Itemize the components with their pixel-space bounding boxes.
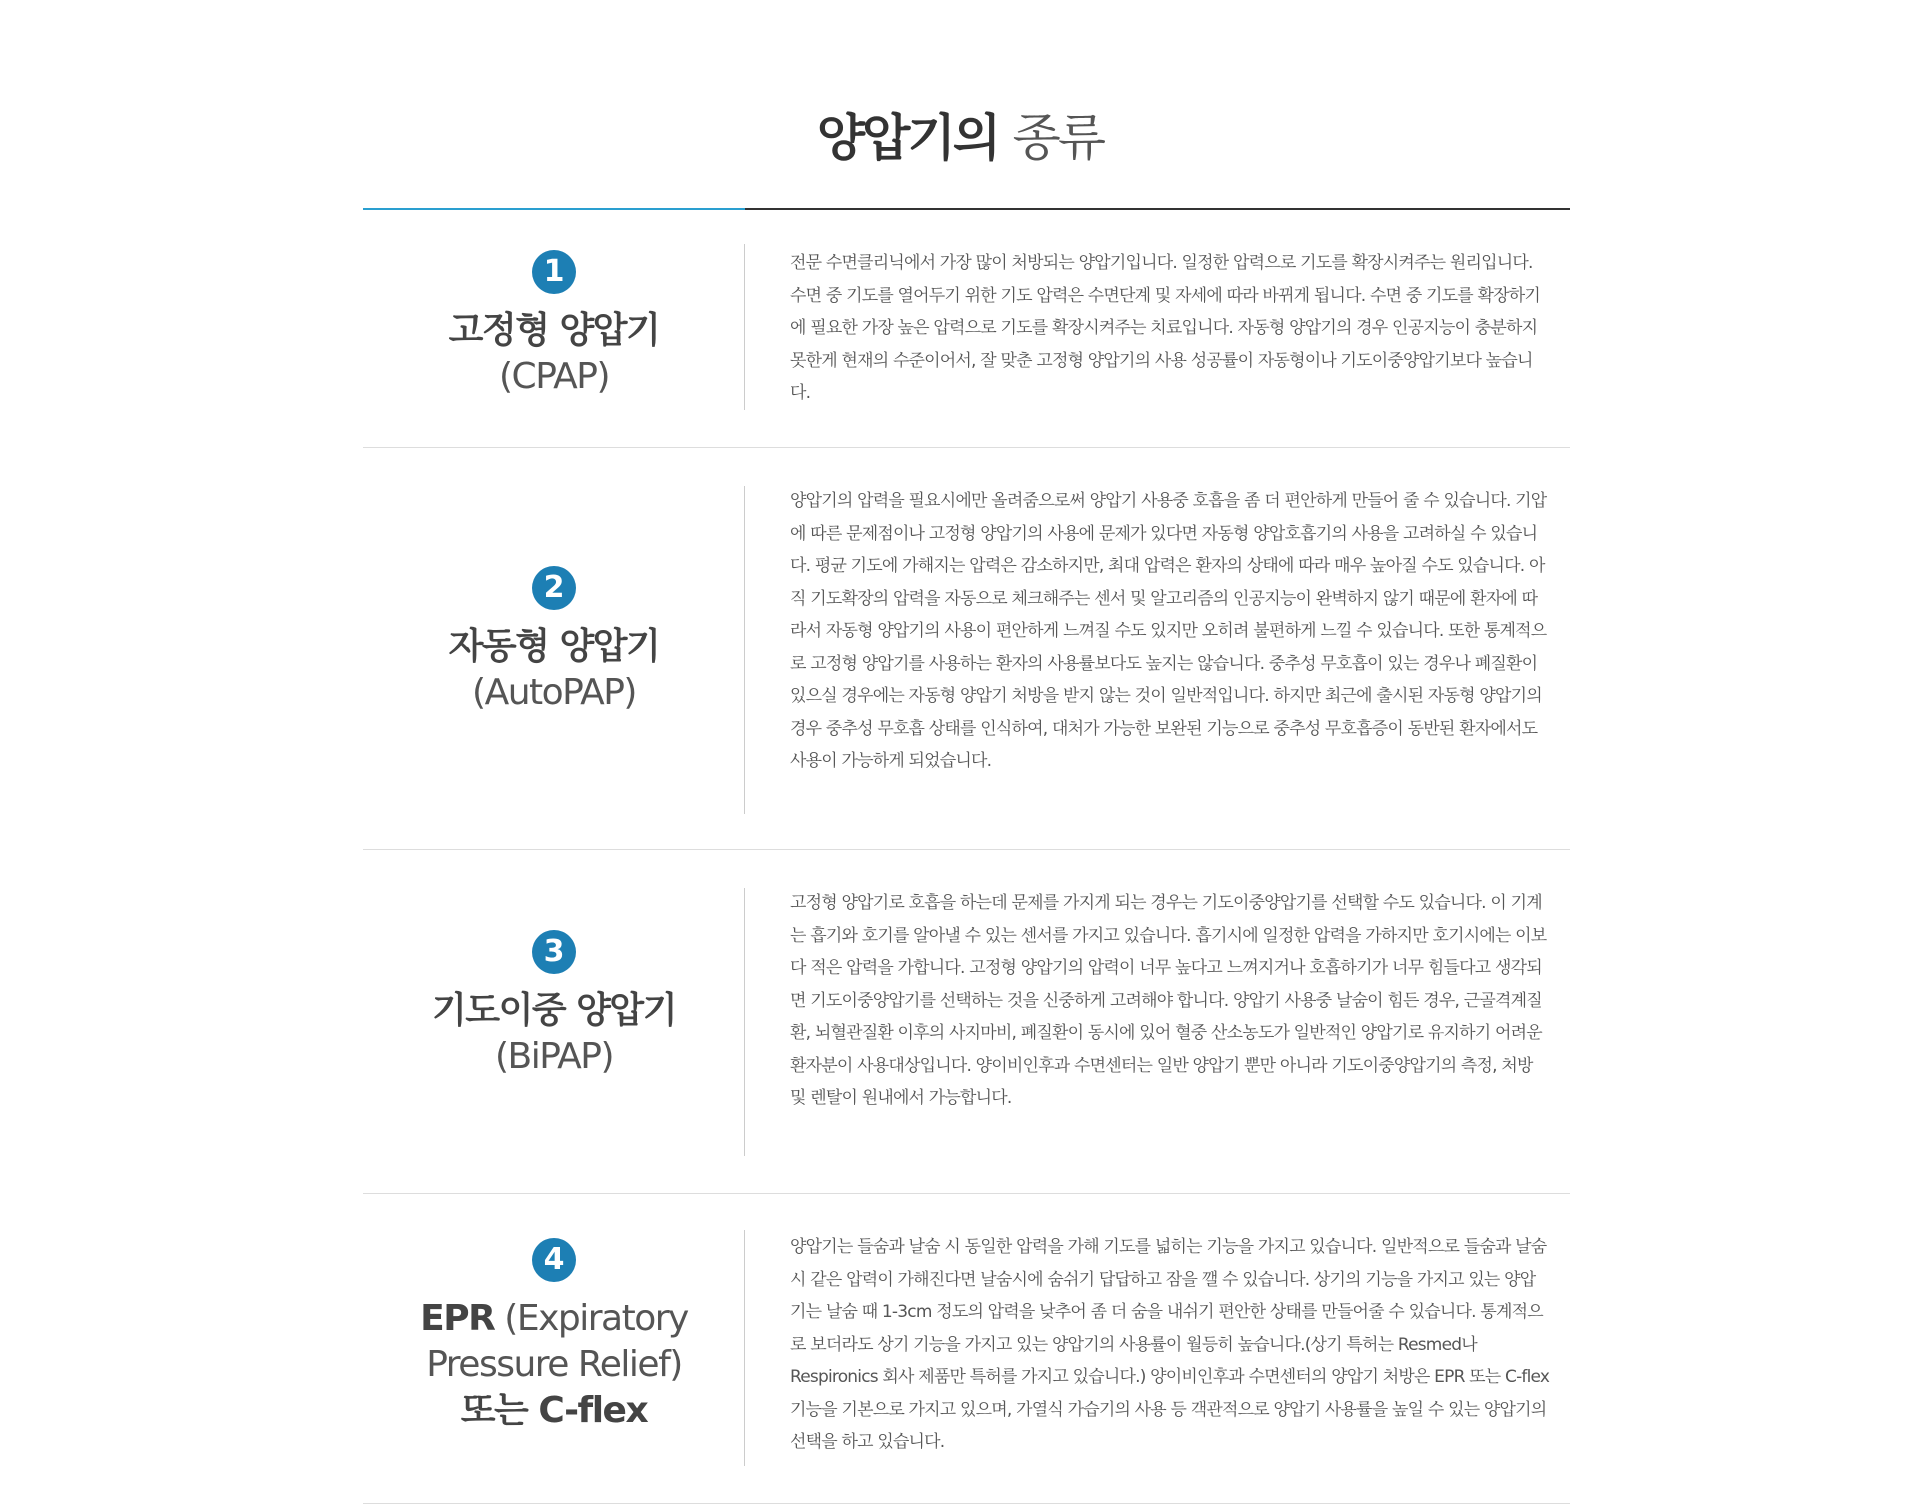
number-1-badge: 1	[532, 250, 576, 294]
section-description: 고정형 양압기로 호흡을 하는데 문제를 가지게 되는 경우는 기도이중양압기를 선택할 수도 있습니다. 이 기계는 흡기와 호기를 알아낼 수 있는 센서를 가지고 있습니다. 흡기시에 일정한 압력을 가하지만 호기시에는 이보다 적은 압력을 가합니다. 고정형 양압기의 압력이 너무 높다고 느껴지거나 호흡하기가 너무 힘들다고 생각되면 기도이중양압기를 선택하는 것을 신중하게 고려해야 합니다. 양압기 사용중 날숨이 힘든 경우, 근골격계질환, 뇌혈관질환 이후의 사지마비, 폐질환이 동시에 있어 혈중 산소농도가 일반적인 양압기로 유지하기 어려운 환자분이 사용대상입니다. 양이비인후과 수면센터는 일반 양압기 뿐만 아니라 기도이중양압기의 측정, 처방 및 렌탈이 원내에서 가능합니다.	[790, 893, 1547, 1108]
number-2-badge: 2	[532, 566, 576, 610]
section-bipap	[363, 850, 1570, 1194]
page-title-light: 종류	[1012, 109, 1104, 167]
type-name-pressure-relief: Pressure Relief)	[426, 1344, 682, 1385]
section-heading	[363, 566, 745, 716]
type-name-cflex: 또는 C-flex	[460, 1390, 648, 1431]
section-epr	[363, 1194, 1570, 1504]
type-name: 고정형 양압기	[448, 310, 660, 351]
section-description: 양압기는 들숨과 날숨 시 동일한 압력을 가해 기도를 넓히는 기능을 가지고 있습니다. 일반적으로 들숨과 날숨 시 같은 압력이 가해진다면 날숨시에 숨쉬기 답답하고 잠을 깰 수 있습니다. 상기의 기능을 가지고 있는 양압기는 날숨 때 1-3cm 정도의 압력을 낮추어 좀 더 숨을 내쉬기 편안한 상태를 만들어줄 수 있습니다. 통계적으로 보더라도 상기 기능을 가지고 있는 양압기의 사용률이 월등히 높습니다.(상기 특허는 Resmed나 Respironics 회사 제품만 특허를 가지고 있습니다.) 양이비인후과 수면센터의 양압기 처방은 EPR 또는 C-flex 기능을 기본으로 가지고 있으며, 가열식 가습기의 사용 등 객관적으로 양압기 사용률을 높일 수 있는 양압기의 선택을 하고 있습니다.	[790, 1237, 1550, 1452]
section-cpap	[363, 210, 1570, 448]
type-name-expiratory: (Expiratory	[504, 1298, 688, 1339]
section-heading	[363, 1238, 745, 1434]
type-abbr: (CPAP)	[499, 356, 609, 397]
section-description: 전문 수면클리닉에서 가장 많이 처방되는 양압기입니다. 일정한 압력으로 기도를 확장시켜주는 원리입니다. 수면 중 기도를 열어두기 위한 기도 압력은 수면단계 및 자세에 따라 바뀌게 됩니다. 수면 중 기도를 확장하기에 필요한 가장 높은 압력으로 기도를 확장시켜주는 치료입니다. 자동형 양압기의 경우 인공지능이 충분하지 못한게 현재의 수준이어서, 잘 맞춘 고정형 양압기의 사용 성공률이 자동형이나 기도이중양압기보다 높습니다.	[790, 253, 1541, 403]
number-3-badge: 3	[532, 930, 576, 974]
type-name: 기도이중 양압기	[432, 990, 676, 1031]
page-title	[0, 108, 1920, 168]
type-name: 자동형 양압기	[448, 626, 660, 667]
section-autopap	[363, 448, 1570, 850]
type-name-epr: EPR	[420, 1298, 495, 1339]
section-heading	[363, 930, 745, 1080]
section-heading	[363, 250, 745, 400]
page-title-bold: 양압기의	[816, 109, 999, 167]
number-4-badge: 4	[532, 1238, 576, 1282]
type-name	[363, 1296, 745, 1434]
type-abbr: (AutoPAP)	[472, 672, 636, 713]
type-abbr: (BiPAP)	[494, 1036, 614, 1077]
section-description: 양압기의 압력을 필요시에만 올려줌으로써 양압기 사용중 호흡을 좀 더 편안하게 만들어 줄 수 있습니다. 기압에 따른 문제점이나 고정형 양압기의 사용에 문제가 있다면 자동형 양압호흡기의 사용을 고려하실 수 있습니다. 평균 기도에 가해지는 압력은 감소하지만, 최대 압력은 환자의 상태에 따라 매우 높아질 수도 있습니다. 아직 기도확장의 압력을 자동으로 체크해주는 센서 및 알고리즘의 인공지능이 완벽하지 않기 때문에 환자에 따라서 자동형 양압기의 사용이 편안하게 느껴질 수도 있지만 오히려 불편하게 느낄 수 있습니다. 또한 통계적으로 고정형 양압기를 사용하는 환자의 사용률보다도 높지는 않습니다. 중추성 무호흡이 있는 경우나 폐질환이 있으실 경우에는 자동형 양압기 처방을 받지 않는 것이 일반적입니다. 하지만 최근에 출시된 자동형 양압기의 경우 중추성 무호흡 상태를 인식하여, 대처가 가능한 보완된 기능으로 중추성 무호흡증이 동반된 환자에서도 사용이 가능하게 되었습니다.	[790, 491, 1547, 771]
